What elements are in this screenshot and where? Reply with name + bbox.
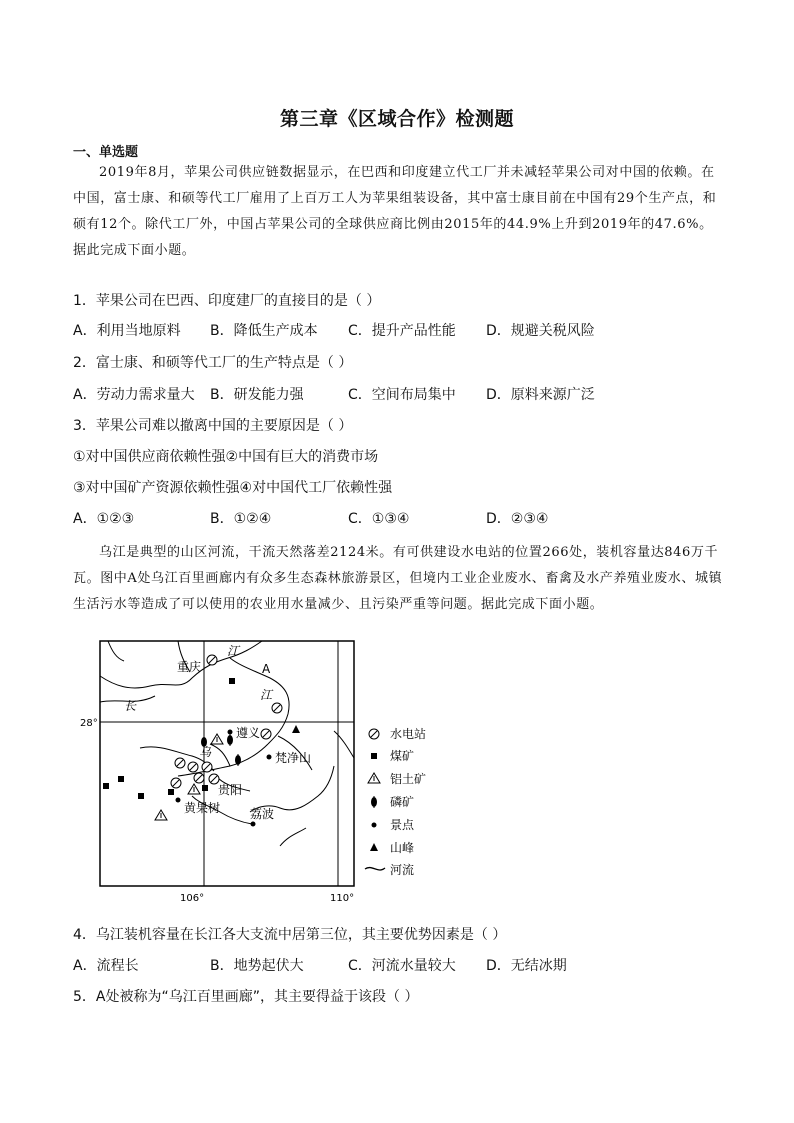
legend-hydro-label: 水电站 — [390, 727, 427, 741]
label-guiyang: 贵阳 — [218, 783, 243, 797]
label-lon-110: 110° — [330, 893, 355, 904]
river-east-1 — [250, 766, 334, 812]
legend-river-icon — [365, 868, 385, 870]
legend-hydro — [369, 729, 379, 739]
wujiang-tributary-1 — [210, 744, 230, 766]
bauxite-icon — [188, 784, 200, 794]
question-2: 2．富士康、和硕等代工厂的生产特点是（ ） — [73, 355, 353, 371]
legend-coal-icon — [371, 753, 377, 759]
q4-option-a[interactable]: A．流程长 — [73, 958, 139, 974]
rivers — [100, 641, 354, 846]
passage-1: 2019年8月，苹果公司供应链数据显示，在巴西和印度建立代工厂并未减轻苹果公司对中国的依赖。在中国，富士康、和硕等代工厂雇用了上百万工人为苹果组装设备，其中富士康目前在中国有29个生产点，和硕有12个。除代工厂外，中国占苹果公司的全球供应商比例由2015年的44.9%上升到2019年的47.6%。据此完成下面小题。 — [73, 165, 717, 258]
section-heading: 一、单选题 — [73, 145, 139, 160]
legend-phosphate-icon — [371, 796, 377, 808]
q3-option-a[interactable]: A．①②③ — [73, 511, 135, 527]
q2-option-d[interactable]: D．原料来源广泛 — [486, 387, 595, 403]
legend-scenic-label: 景点 — [390, 818, 415, 832]
q1-option-b[interactable]: B．降低生产成本 — [210, 323, 318, 339]
question-5: 5．A处被称为“乌江百里画廊”，其主要得益于该段（ ） — [73, 989, 419, 1005]
q4-option-c[interactable]: C．河流水量较大 — [348, 958, 456, 974]
q3-option-d[interactable]: D．②③④ — [486, 511, 549, 527]
legend-coal-label: 煤矿 — [390, 749, 415, 763]
legend-bauxite-label: 铝土矿 — [390, 772, 427, 786]
question-1: 1．苹果公司在巴西、印度建厂的直接目的是（ ） — [73, 293, 381, 309]
label-chang: 长 — [124, 699, 137, 713]
coal-mine-icon — [118, 776, 124, 782]
hydro-station-icon — [202, 762, 212, 772]
scenic-spot-icon — [251, 822, 256, 827]
coal-mine-icon — [168, 789, 174, 795]
legend-peak-label: 山峰 — [390, 841, 415, 855]
q3-option-c[interactable]: C．①③④ — [348, 511, 410, 527]
label-libo: 荔波 — [250, 807, 275, 821]
label-lon-106: 106° — [180, 893, 205, 904]
label-lat-28: 28° — [80, 718, 98, 729]
label-huangguoshu: 黄果树 — [184, 801, 221, 815]
label-wu: 乌 — [199, 745, 212, 759]
map-frame — [100, 641, 354, 886]
river-branch-1 — [108, 641, 124, 661]
label-chongqing: 重庆 — [177, 660, 202, 674]
coal-mine-icon — [229, 678, 235, 684]
q2-option-b[interactable]: B．研发能力强 — [210, 387, 304, 403]
q3-option-b[interactable]: B．①②④ — [210, 511, 272, 527]
hydro-station-icon — [171, 778, 181, 788]
scenic-spot-icon — [267, 755, 272, 760]
label-zunyi: 遵义 — [236, 726, 261, 740]
coal-mine-icon — [138, 793, 144, 799]
coal-mine-icon — [202, 785, 208, 791]
bauxite-icon — [155, 810, 167, 820]
q4-option-d[interactable]: D．无结冰期 — [486, 958, 567, 974]
label-A: A — [262, 662, 271, 676]
phosphate-icon — [227, 734, 233, 746]
wujiang-map — [80, 636, 440, 908]
page-title: 第三章《区域合作》检测题 — [279, 108, 514, 130]
hydro-station-icon — [272, 703, 282, 713]
q2-option-a[interactable]: A．劳动力需求量大 — [73, 387, 195, 403]
question-3-statements-1: ①对中国供应商依赖性强②中国有巨大的消费市场 — [73, 449, 379, 465]
hydro-station-icon — [207, 655, 217, 665]
legend-bauxite-icon — [368, 773, 380, 783]
scenic-spot-icon — [176, 798, 181, 803]
question-4: 4．乌江装机容量在长江各大支流中居第三位，其主要优势因素是（ ） — [73, 927, 507, 943]
bauxite-icon — [211, 734, 223, 744]
map-legend — [365, 726, 426, 877]
scenic-spot-icon — [228, 730, 233, 735]
hydro-station-icon — [175, 758, 185, 768]
river-south-2 — [280, 828, 306, 846]
q1-option-c[interactable]: C．提升产品性能 — [348, 323, 456, 339]
legend-peak-icon — [370, 843, 378, 851]
q4-option-b[interactable]: B．地势起伏大 — [210, 958, 304, 974]
question-3: 3．苹果公司难以撤离中国的主要原因是（ ） — [73, 418, 353, 434]
question-3-statements-2: ③对中国矿产资源依赖性强④对中国代工厂依赖性强 — [73, 480, 393, 496]
mountain-peaks — [292, 725, 300, 733]
q1-option-a[interactable]: A．利用当地原料 — [73, 323, 181, 339]
label-fanjingshan: 梵净山 — [275, 751, 312, 765]
legend-phosphate-label: 磷矿 — [390, 795, 415, 809]
passage-2: 乌江是典型的山区河流，干流天然落差2124米。有可供建设水电站的位置266处，装机容量达846万千瓦。图中A处乌江百里画廊内有众多生态森林旅游景区，但境内工业企业废水、畜禽及水产养殖业废水、城镇生活污水等造成了可以使用的农业用水量减少、且污染严重等问题。据此完成下面小题。 — [73, 545, 723, 612]
coal-mine-icon — [103, 783, 109, 789]
q1-option-d[interactable]: D．规避关税风险 — [486, 323, 595, 339]
legend-scenic-icon — [372, 823, 377, 828]
river-east-3 — [334, 731, 354, 758]
legend-river-label: 河流 — [390, 863, 415, 877]
hydro-station-icon — [188, 762, 198, 772]
label-jiang-1: 江 — [227, 644, 240, 658]
hydro-station-icon — [194, 773, 204, 783]
mountain-peak-icon — [292, 725, 300, 733]
q2-option-c[interactable]: C．空间布局集中 — [348, 387, 456, 403]
label-jiang-2: 江 — [260, 688, 273, 702]
hydro-station-icon — [261, 729, 271, 739]
